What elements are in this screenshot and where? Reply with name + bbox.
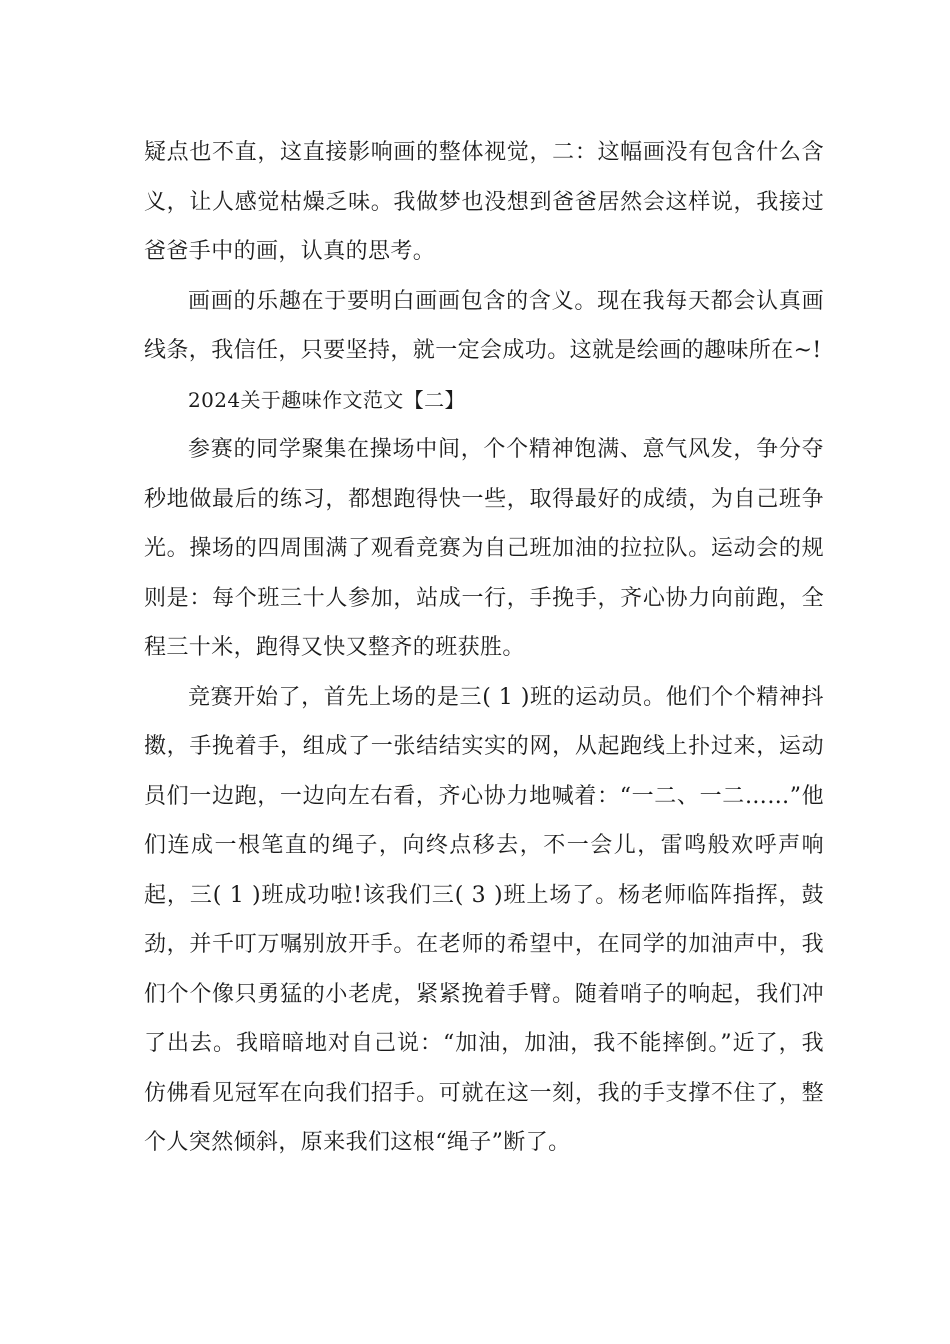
document-body [144, 128, 824, 1168]
paragraph-sports-meet-intro: 参赛的同学聚集在操场中间，个个精神饱满、意气风发，争分夺秒地做最后的练习，都想跑得快一些，取得最好的成绩，为自己班争光。操场的四周围满了观看竞赛为自己班加油的拉拉队。运动会的规则是：每个班三十人参加，站成一行，手挽手，齐心协力向前跑，全程三十米，跑得又快又整齐的班获胜。 [144, 437, 824, 660]
paragraph-drawing-fun: 画画的乐趣在于要明白画画包含的含义。现在我每天都会认真画线条，我信任，只要坚持，就一定会成功。这就是绘画的趣味所在~! [144, 288, 824, 363]
section-heading: 2024关于趣味作文范文【二】 [188, 387, 465, 412]
paragraph-continuation: 疑点也不直，这直接影响画的整体视觉，二：这幅画没有包含什么含义，让人感觉枯燥乏味。我做梦也没想到爸爸居然会这样说，我接过爸爸手中的画，认真的思考。 [144, 140, 824, 264]
paragraph-race-narrative: 竞赛开始了，首先上场的是三( 1 )班的运动员。他们个个精神抖擞，手挽着手，组成了一张结结实实的网，从起跑线上扑过来，运动员们一边跑，一边向左右看，齐心协力地喊着：“一二、一二……”他们连成一根笔直的绳子，向终点移去，不一会儿，雷鸣般欢呼声响起，三( 1 )班成功啦!该我们三( 3 )班上场了。杨老师临阵指挥，鼓劲，并千叮万嘱别放开手。在老师的希望中，在同学的加油声中，我们个个像只勇猛的小老虎，紧紧挽着手臂。随着哨子的响起，我们冲了出去。我暗暗地对自己说：“加油，加油，我不能摔倒。”近了，我仿佛看见冠军在向我们招手。可就在这一刻，我的手支撑不住了，整个人突然倾斜，原来我们这根“绳子”断了。 [144, 684, 824, 1155]
